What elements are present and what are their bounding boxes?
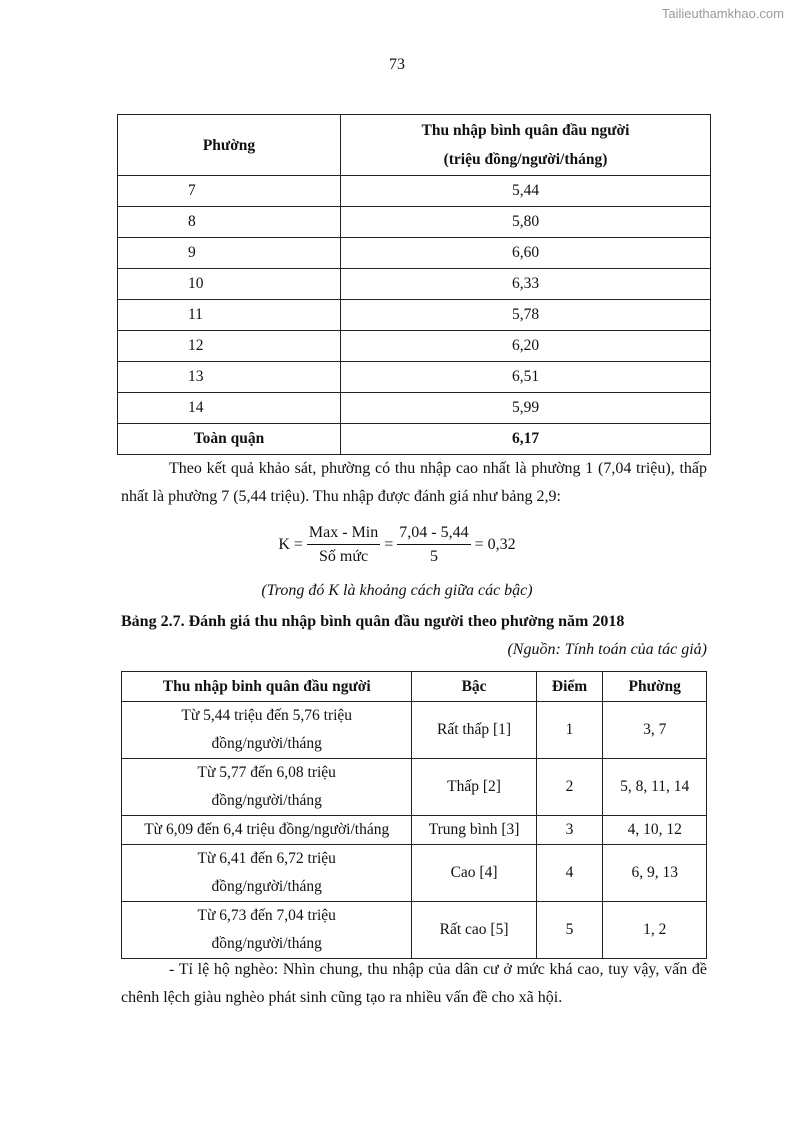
level-cell: Rất thấp [1]: [412, 702, 536, 759]
range-cell: [122, 702, 412, 759]
wards-cell: 3, 7: [603, 702, 707, 759]
level-cell: Cao [4]: [412, 845, 536, 902]
level-cell: Trung bình [3]: [412, 816, 536, 845]
formula-fraction-general: [307, 524, 380, 566]
score-cell: 1: [536, 702, 603, 759]
table-header-row: [118, 115, 711, 176]
watermark: Tailieuthamkhao.com: [661, 6, 784, 21]
page-number: 73: [389, 56, 405, 73]
table-row: [118, 176, 711, 207]
table-row: [118, 238, 711, 269]
formula-equals: =: [384, 536, 394, 553]
table-header-row: [122, 672, 707, 702]
fraction-denominator: Số mức: [319, 548, 369, 565]
range-line1: Từ 6,41 đến 6,72 triệu: [197, 850, 336, 867]
ward-cell: 12: [118, 331, 341, 362]
k-formula: [0, 524, 794, 566]
ward-cell: 10: [118, 269, 341, 300]
total-label: Toàn quận: [118, 424, 341, 455]
level-cell: Thấp [2]: [412, 759, 536, 816]
range-line1: Từ 5,77 đến 6,08 triệu: [197, 764, 336, 781]
score-cell: 3: [536, 816, 603, 845]
income-cell: 5,80: [341, 207, 711, 238]
formula-result: = 0,32: [474, 536, 516, 553]
range-cell: [122, 902, 412, 959]
ward-cell: 8: [118, 207, 341, 238]
total-value: 6,17: [341, 424, 711, 455]
formula-fraction-values: [397, 524, 470, 566]
table-row: [122, 759, 707, 816]
range-line1: Từ 6,73 đến 7,04 triệu: [197, 907, 336, 924]
header-income-line2: (triệu đồng/người/tháng): [443, 151, 608, 168]
total-row: [118, 424, 711, 455]
range-line1: Từ 5,44 triệu đến 5,76 triệu: [181, 707, 353, 724]
header-income-line1: Thu nhập bình quân đầu người: [421, 122, 630, 139]
header-level: Bậc: [412, 672, 536, 702]
table-source: (Nguồn: Tính toán của tác giả): [507, 641, 707, 658]
income-cell: 6,51: [341, 362, 711, 393]
score-cell: 4: [536, 845, 603, 902]
table-row: [118, 331, 711, 362]
header-score: Điểm: [536, 672, 603, 702]
income-cell: 5,78: [341, 300, 711, 331]
range-cell: [122, 845, 412, 902]
table-row: [122, 816, 707, 845]
ward-cell: 14: [118, 393, 341, 424]
wards-cell: 5, 8, 11, 14: [603, 759, 707, 816]
income-cell: 5,99: [341, 393, 711, 424]
range-line2: đồng/người/tháng: [211, 792, 322, 809]
table-row: [122, 845, 707, 902]
score-cell: 2: [536, 759, 603, 816]
wards-cell: 6, 9, 13: [603, 845, 707, 902]
range-cell: [122, 759, 412, 816]
range-cell: Từ 6,09 đến 6,4 triệu đồng/người/tháng: [122, 816, 412, 845]
ward-cell: 7: [118, 176, 341, 207]
ward-cell: 9: [118, 238, 341, 269]
wards-cell: 1, 2: [603, 902, 707, 959]
table-row: [118, 362, 711, 393]
table-caption: Bảng 2.7. Đánh giá thu nhập bình quân đầu người theo phường năm 2018: [121, 613, 625, 630]
level-cell: Rất cao [5]: [412, 902, 536, 959]
formula-lhs: K =: [278, 536, 303, 553]
header-ward: Phường: [118, 115, 341, 176]
ward-cell: 13: [118, 362, 341, 393]
range-line2: đồng/người/tháng: [211, 878, 322, 895]
table-row: [118, 207, 711, 238]
income-cell: 6,33: [341, 269, 711, 300]
ward-cell: 11: [118, 300, 341, 331]
range-line2: đồng/người/tháng: [211, 735, 322, 752]
wards-cell: 4, 10, 12: [603, 816, 707, 845]
income-by-ward-table: [117, 114, 711, 455]
fraction-denominator: 5: [429, 548, 438, 565]
formula-note: (Trong đó K là khoảng cách giữa các bậc): [261, 582, 533, 599]
table-row: [118, 269, 711, 300]
table-row: [122, 702, 707, 759]
score-cell: 5: [536, 902, 603, 959]
income-evaluation-table: [121, 671, 707, 959]
fraction-numerator: 7,04 - 5,44: [397, 524, 470, 545]
header-income: [341, 115, 711, 176]
table-row: [118, 300, 711, 331]
header-wards: Phường: [603, 672, 707, 702]
income-cell: 6,20: [341, 331, 711, 362]
fraction-numerator: Max - Min: [307, 524, 380, 545]
income-cell: 6,60: [341, 238, 711, 269]
income-cell: 5,44: [341, 176, 711, 207]
paragraph-poverty-rate: - Tỉ lệ hộ nghèo: Nhìn chung, thu nhập của dân cư ở mức khá cao, tuy vậy, vấn đề chênh lệch giàu nghèo phát sinh cũng tạo ra nhiều vấn đề cho xã hội.: [121, 961, 707, 1006]
table-row: [122, 902, 707, 959]
range-line2: đồng/người/tháng: [211, 935, 322, 952]
table-row: [118, 393, 711, 424]
header-income-range: Thu nhập binh quân đầu người: [122, 672, 412, 702]
paragraph-survey-results: Theo kết quả khảo sát, phường có thu nhập cao nhất là phường 1 (7,04 triệu), thấp nhất là phường 7 (5,44 triệu). Thu nhập được đánh giá như bảng 2,9:: [121, 460, 707, 505]
